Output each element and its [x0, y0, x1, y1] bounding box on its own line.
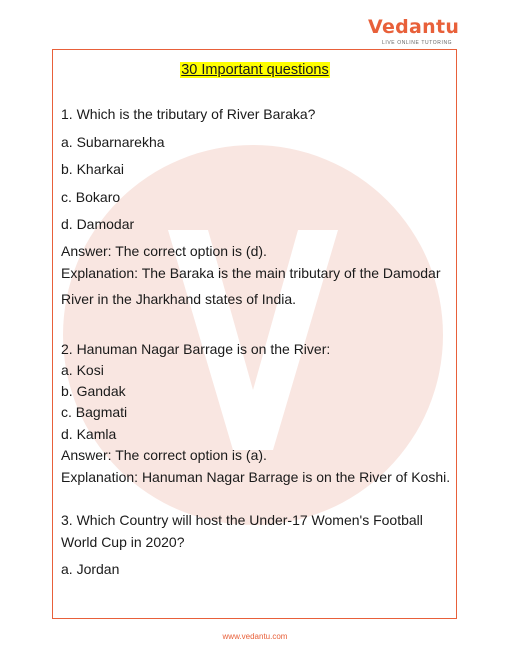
q2-option-a: a. Kosi: [61, 362, 104, 378]
footer-url-link[interactable]: www.vedantu.com: [222, 632, 288, 641]
vedantu-logo: [360, 14, 470, 48]
q3-option-a: a. Jordan: [61, 561, 120, 577]
q2-option-d: d. Kamla: [61, 426, 117, 442]
q1-option-a: a. Subarnarekha: [61, 134, 165, 150]
q1-option-b: b. Kharkai: [61, 161, 125, 177]
logo-tagline: LIVE ONLINE TUTORING: [382, 40, 453, 46]
q2-explanation: Explanation: Hanuman Nagar Barrage is on the River of Koshi.: [61, 469, 451, 485]
question-2-text: 2. Hanuman Nagar Barrage is on the River:: [61, 341, 331, 357]
page-title: 30 Important questions: [181, 62, 329, 78]
q1-explanation-line-1: Explanation: The Baraka is the main tributary of the Damodar: [61, 265, 441, 281]
q1-explanation-line-2: River in the Jharkhand states of India.: [61, 291, 297, 307]
q1-answer: Answer: The correct option is (d).: [61, 243, 267, 259]
question-1-text: 1. Which is the tributary of River Baraka?: [61, 106, 316, 122]
q1-option-c: c. Bokaro: [61, 189, 121, 205]
q2-answer: Answer: The correct option is (a).: [61, 447, 267, 463]
q1-option-d: d. Damodar: [61, 216, 135, 232]
question-3-text-line-1: 3. Which Country will host the Under-17 Women's Football: [61, 512, 423, 528]
q2-option-c: c. Bagmati: [61, 404, 128, 420]
question-3-text-line-2: World Cup in 2020?: [61, 534, 185, 550]
logo-wordmark: Vedantu: [368, 16, 460, 38]
q2-option-b: b. Gandak: [61, 383, 126, 399]
